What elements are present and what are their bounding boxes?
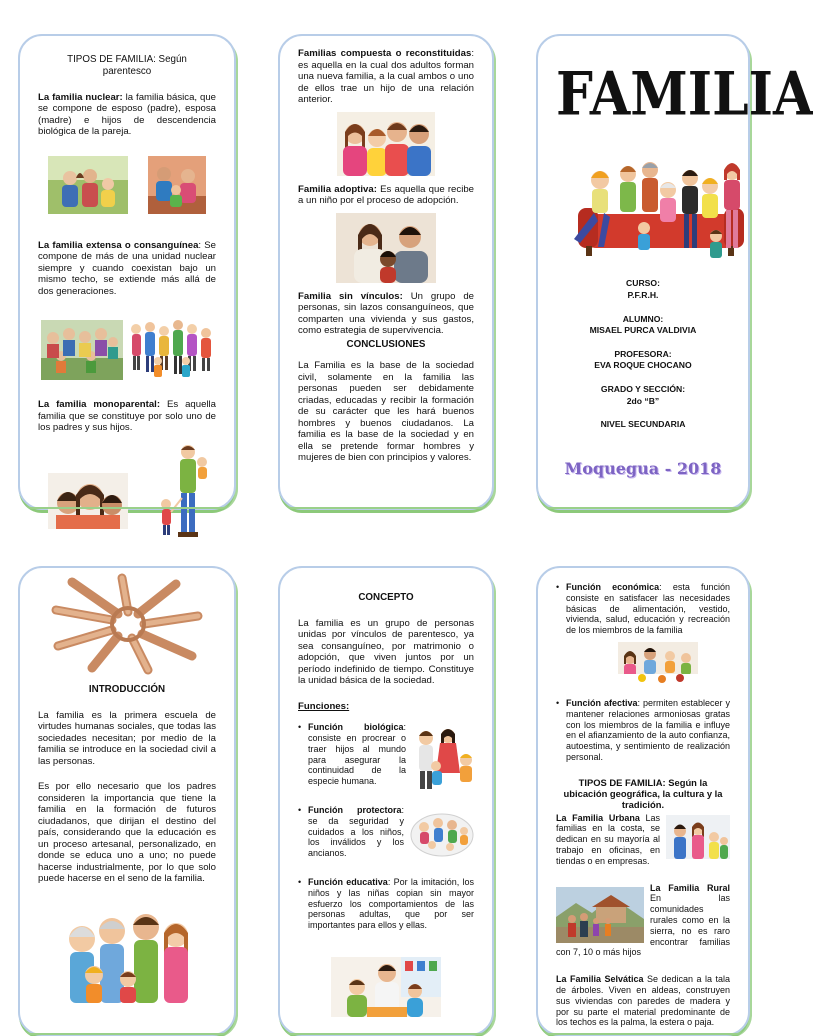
rural-family-photo xyxy=(556,887,644,943)
concepto-heading: CONCEPTO xyxy=(358,592,414,603)
composite-family-photo xyxy=(337,112,435,176)
extensa-paragraph: La familia extensa o consanguínea: Se compone de más de una unidad nuclear siempre y cuando coexistan bajo un mismo techo, se extiende más allá de dos generaciones. xyxy=(38,239,216,297)
nuclear-family-photo-1 xyxy=(48,156,128,214)
funcion-educativa: • Función educativa: Por la imitación, los niños y las niñas copian sin mayor esfuerzo los comportamientos de las personas adultas, que por ser importantes para ellos y ellas. xyxy=(298,877,474,931)
cover-info xyxy=(556,278,730,430)
extended-family-photo xyxy=(41,320,123,380)
introduccion-para-2: Es por ello necesario que los padres consideren la importancia que tiene la familia en la formación de futuros ciudadanos, que dirijan el destino del país, considerando que la educación es un proceso artesanal, personalizado, en donde se educa uno a uno; no puede hacerse industrialmente, por lo que solo puede hacerse en el seno de la familia. xyxy=(38,781,216,885)
panel-funciones-y-tipos xyxy=(536,566,750,1036)
conclusiones-heading: CONCLUSIONES xyxy=(346,338,426,350)
protective-family-cartoon xyxy=(410,809,474,857)
conclusiones-paragraph: La Familia es la base de la sociedad civil, solamente en la familia las personas pueden ser debidamente criadas, educadas y recibir la formación de su carácter que les hará buenos hombres y buenos ciudadanos. La familia es la base de la sociedad y en ella se pretende formar hombres y mujeres de bien con principios y valores. xyxy=(298,360,474,464)
panel-concepto xyxy=(278,566,494,1036)
cover-title: FAMILIA xyxy=(556,59,813,130)
introduccion-heading: INTRODUCCIÓN xyxy=(88,684,166,695)
familia-urbana: La Familia Urbana Las familias en la costa, se dedican en su mayoría al trabajo en oficinas, en tiendas o en empresas. xyxy=(556,813,730,867)
family-cartoon-small xyxy=(412,726,474,792)
adoptive-family-photo xyxy=(336,213,436,283)
grado-label: GRADO Y SECCIÓN: xyxy=(600,383,686,394)
funcion-economica: • Función económica: esta función consiste en satisfacer las necesidades básicas de alimentación, vestido, vivienda, salud, educación y recreación de los miembros de la familia xyxy=(556,582,730,636)
nuclear-paragraph: La familia nuclear: la familia básica, que se compone de esposo (padre), esposa (madre) e hijos de descendencia biológica de la pareja. xyxy=(38,91,216,137)
funcion-biologica: • Función biológica: consiste en procrear o traer hijos al mundo para asegurar la continuidad de la especie humana. xyxy=(298,722,474,787)
extended-family-cartoon xyxy=(128,315,214,385)
monoparental-photo xyxy=(48,473,128,529)
panel-introduccion xyxy=(18,566,236,1036)
adoptiva-paragraph: Familia adoptiva: Es aquella que recibe a un niño por el proceso de adopción. xyxy=(298,183,474,206)
funciones-list-cont xyxy=(556,582,730,636)
nuclear-family-photo-2 xyxy=(148,156,206,214)
panel-tipos-parentesco xyxy=(18,34,236,510)
curso-value: P.F.R.H. xyxy=(627,289,659,300)
joined-hands-image xyxy=(52,576,202,672)
panel-portada xyxy=(536,34,813,510)
familia-selvatica: La Familia Selvática Se dedican a la tala de árboles. Viven en aldeas, construyen sus viviendas con paredes de madera y por su parte el material predominante de los techos es la palma, la estera o paja. xyxy=(556,974,730,1028)
funciones-heading: Funciones: xyxy=(298,700,350,712)
familia-rural: La Familia Rural En las comunidades rurales como en la sierra, no es raro encontrar familias con 7, 10 o más hijos xyxy=(556,882,730,958)
compuesta-paragraph: Familias compuesta o reconstituidas: es aquella en la cual dos adultos forman una nueva familia, a la cual ambos o uno de ellos trae un hijo de una relación anterior. xyxy=(298,48,474,105)
introduccion-para-1: La familia es la primera escuela de virtudes humanas sociales, que todas las sociedades necesitan; por medio de la familia se introduce en la sociedad civil a las personas. xyxy=(38,709,216,767)
funciones-list xyxy=(298,722,474,931)
city-year: Moquegua - 2018 xyxy=(564,458,722,478)
funcion-protectora: • Función protectora: se da seguridad y cuidados a los niños, los inválidos y los ancianos. xyxy=(298,805,474,859)
concepto-paragraph: La familia es un grupo de personas unidas por vínculos de parentesco, ya sea consanguíneo, por matrimonio o adopción, que viven juntos por un período indefinido de tiempo. Constituye la unidad básica de la sociedad. xyxy=(298,617,474,687)
tipos-ubicacion-heading: TIPOS DE FAMILIA: Según la ubicación geográfica, la cultura y la tradición. xyxy=(563,776,723,811)
family-dinner-photo xyxy=(618,642,698,688)
alumno-label: ALUMNO: xyxy=(622,313,664,324)
nivel-label: NIVEL SECUNDARIA xyxy=(600,419,686,430)
profesora-label: PROFESORA: xyxy=(614,348,672,359)
panel-tipos-continuacion xyxy=(278,34,494,510)
curso-label: CURSO: xyxy=(626,278,660,289)
alumno-value: MISAEL PURCA VALDIVIA xyxy=(589,325,697,336)
funciones-list-cont-2 xyxy=(556,698,730,763)
urban-family-photo xyxy=(666,815,730,859)
family-on-sofa-cartoon xyxy=(556,156,752,264)
sin-vinculos-paragraph: Familia sin vínculos: Un grupo de personas, sin lazos consanguíneos, que comparten una vivienda y sus gastos, como estrategia de supervivencia. xyxy=(298,290,474,336)
grado-value: 2do “B” xyxy=(626,395,660,406)
father-with-children-cartoon xyxy=(156,442,212,542)
tipos-parentesco-heading: TIPOS DE FAMILIA: Según parentesco xyxy=(67,54,187,77)
multigenerational-family-cartoon xyxy=(64,913,194,1003)
funcion-afectiva: • Función afectiva: permiten establecer y mantener relaciones armoniosas gratas con los miembros de la familia e influye en el afianzamiento de la auto confianza, autoestima, y sentimiento de realización personal. xyxy=(556,698,730,763)
educational-family-photo xyxy=(331,957,441,1017)
profesora-value: EVA ROQUE CHOCANO xyxy=(594,360,692,371)
monoparental-paragraph: La familia monoparental: Es aquella familia que se constituye por solo uno de los padres y sus hijos. xyxy=(38,399,217,433)
